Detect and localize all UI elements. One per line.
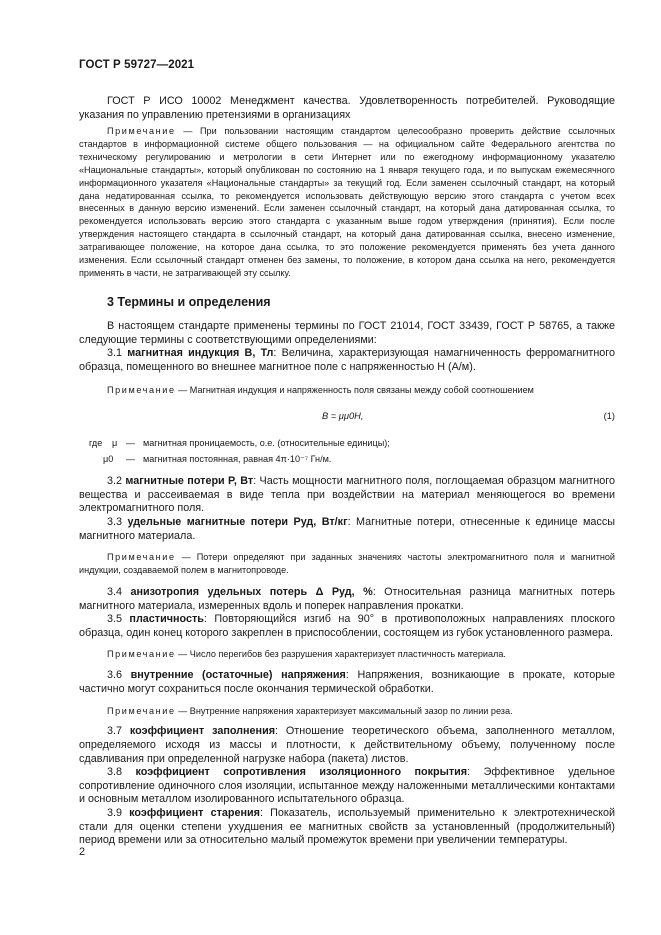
section-title: 3 Термины и определения — [107, 295, 271, 309]
note-dash: — — [181, 552, 191, 563]
term-number: 3.2 — [107, 475, 123, 488]
term-number: 3.9 — [107, 807, 123, 819]
term-name: анизотропия удельных потерь Δ Pуд, % — [130, 586, 373, 599]
term-definition: : Напряжения, возникающие в прокате, которые частично могут сохраниться после окончания термической обработки. — [79, 669, 616, 695]
term-name: коэффициент старения — [129, 807, 260, 819]
term-definition: : Часть мощности магнитного поля, поглощаемая образцом магнитного вещества и рассеиваемая в виде тепла при воздействии на материал меняющегося во времени электромагнитного поля. — [79, 475, 615, 515]
term-3-4 — [79, 586, 615, 613]
legend-dash: — — [126, 454, 136, 465]
note-text: Внутренние напряжения характеризует максимальный зазор по линии реза. — [189, 705, 513, 716]
legend-row — [79, 435, 615, 451]
note-text: При пользовании настоящим стандартом целесообразно проверить действие ссылочных стандартов в информационной системе общего пользования — на официальном сайте Федерального агентства по техническому регулированию и метрологии в сети Интернет или по ежегодному информационному указателю «Национальные стандарты», который опубликован по состоянию на 1 января текущего года, и по выпускам ежемесячного информационного указателя «Национальные стандарты» за текущий год. Если заменен ссылочный стандарт, на который дана недатированная ссылка, то рекомендуется использовать действующую версию этого стандарта с учетом всех внесенных в данную версию изменений. Если заменен ссылочный стандарт, на который дана датированная ссылка, то рекомендуется использовать версию этого стандарта с указанным выше годом утверждения (принятия). Если после утверждения настоящего стандарта в ссылочный стандарт, на который дана датированная ссылка, внесено изменение, затрагивающее положение, на которое дана ссылка, то это положение рекомендуется применять без учета данного изменения. Если ссылочный стандарт отменен без замены, то положение, в котором дана ссылка на него, рекомендуется применять в части, не затрагивающей эту ссылку. — [79, 126, 616, 278]
term-number: 3.7 — [107, 725, 123, 738]
legend-text: магнитная проницаемость, о.е. (относительные единицы); — [143, 438, 390, 449]
formula-expression: B = μμ0H, — [322, 411, 364, 422]
term-definition: : Повторяющийся изгиб на 90° в противоположных направлениях плоского образца, один конец которого закреплен в приспособлении, состоящем из губок установленного размера. — [79, 613, 615, 639]
note-label: Примечание — [107, 385, 176, 396]
legend-lead: где — [89, 438, 103, 449]
legend-row — [79, 451, 615, 467]
formula-number: (1) — [603, 411, 615, 422]
legend-dash: — — [126, 438, 136, 449]
term-3-3 — [79, 516, 615, 543]
term-3-2 — [79, 475, 615, 516]
term-name: магнитная индукция B, Тл — [127, 347, 274, 360]
term-definition: : Магнитные потери, отнесенные к единице массы магнитного материала. — [79, 516, 615, 542]
term-3-9 — [79, 807, 615, 848]
term-number: 3.5 — [107, 613, 123, 626]
term-3-1 — [79, 347, 615, 374]
term-definition: : Величина, характеризующая намагниченность ферромагнитного образца, помещенного во внешнее магнитное поле с напряженностью H (А/м). — [79, 347, 615, 373]
term-definition: : Показатель, используемый применительно к электротехнической стали для оценки степени ухудшения ее магнитных свойств за установленный (продолжительный) период времени или за относительно малый промежуток времени при увеличении температуры. — [79, 807, 616, 847]
legend-symbol: μ — [112, 438, 118, 449]
reference-note — [79, 125, 615, 280]
note-3-1 — [79, 384, 615, 397]
note-dash: — — [178, 705, 188, 716]
section-3-body — [79, 320, 615, 848]
term-3-5 — [79, 613, 615, 640]
term-name: коэффициент заполнения — [129, 725, 276, 738]
term-name: магнитные потери P, Вт — [125, 475, 254, 488]
term-name: пластичность — [129, 613, 204, 626]
term-number: 3.8 — [107, 766, 123, 779]
reference-list — [79, 94, 615, 122]
term-name: удельные магнитные потери Pуд, Вт/кг — [127, 516, 348, 529]
formula-1 — [79, 411, 615, 427]
legend-symbol: μ0 — [103, 454, 114, 465]
note-text: Магнитная индукция и напряженность поля связаны между собой соотношением — [189, 385, 534, 396]
note-text: Потери определяют при заданных значениях частоты электромагнитного поля и магнитной индукции, создаваемой полем в магнитопроводе. — [79, 552, 616, 576]
page-number: 2 — [79, 846, 86, 858]
standard-header: ГОСТ Р 59727—2021 — [79, 59, 195, 71]
note-dash: — — [183, 126, 193, 136]
term-name: коэффициент сопротивления изоляционного покрытия — [135, 766, 468, 779]
term-number: 3.4 — [107, 586, 123, 599]
note-label: Примечание — [107, 126, 176, 136]
term-3-6 — [79, 669, 615, 696]
term-3-7 — [79, 725, 615, 766]
note-dash: — — [178, 649, 188, 660]
note-label: Примечание — [107, 552, 176, 563]
term-number: 3.3 — [107, 516, 123, 529]
term-definition: : Относительная разница магнитных потерь магнитного материала, измеренных вдоль и поперек направления прокатки. — [79, 586, 616, 612]
section-3-title — [79, 295, 615, 309]
term-number: 3.1 — [107, 347, 123, 360]
note-text: Число перегибов без разрушения характеризует пластичность материала. — [189, 649, 506, 660]
term-number: 3.6 — [107, 669, 123, 682]
term-definition: : Эффективное удельное сопротивление одиночного слоя изоляции, испытанное между наложенными металлическими контактами и основным металлом изолированного испытательного образца. — [79, 766, 615, 806]
note-label: Примечание — [107, 705, 176, 716]
formula-legend — [79, 435, 615, 467]
term-definition: : Отношение теоретического объема, заполненного металлом, определяемого исходя из массы и плотности, к действительному объему, полученному после сдавливания при определенной нагрузке набора (пакета) листов. — [79, 725, 616, 765]
note-3-5 — [79, 648, 615, 661]
legend-text: магнитная постоянная, равная 4π·10⁻⁷ Гн/м. — [143, 454, 332, 465]
reference-item: ГОСТ Р ИСО 10002 Менеджмент качества. Удовлетворенность потребителей. Руководящие указания по управлению претензиями в организациях — [79, 95, 615, 122]
note-dash: — — [178, 385, 188, 396]
term-name: внутренние (остаточные) напряжения — [130, 669, 346, 682]
note-3-3 — [79, 551, 615, 577]
note-3-6 — [79, 705, 615, 718]
section-intro: В настоящем стандарте применены термины по ГОСТ 21014, ГОСТ 33439, ГОСТ Р 58765, а также следующие термины с соответствующими определениями: — [79, 320, 615, 346]
term-3-8 — [79, 766, 615, 807]
note-label: Примечание — [107, 649, 176, 660]
